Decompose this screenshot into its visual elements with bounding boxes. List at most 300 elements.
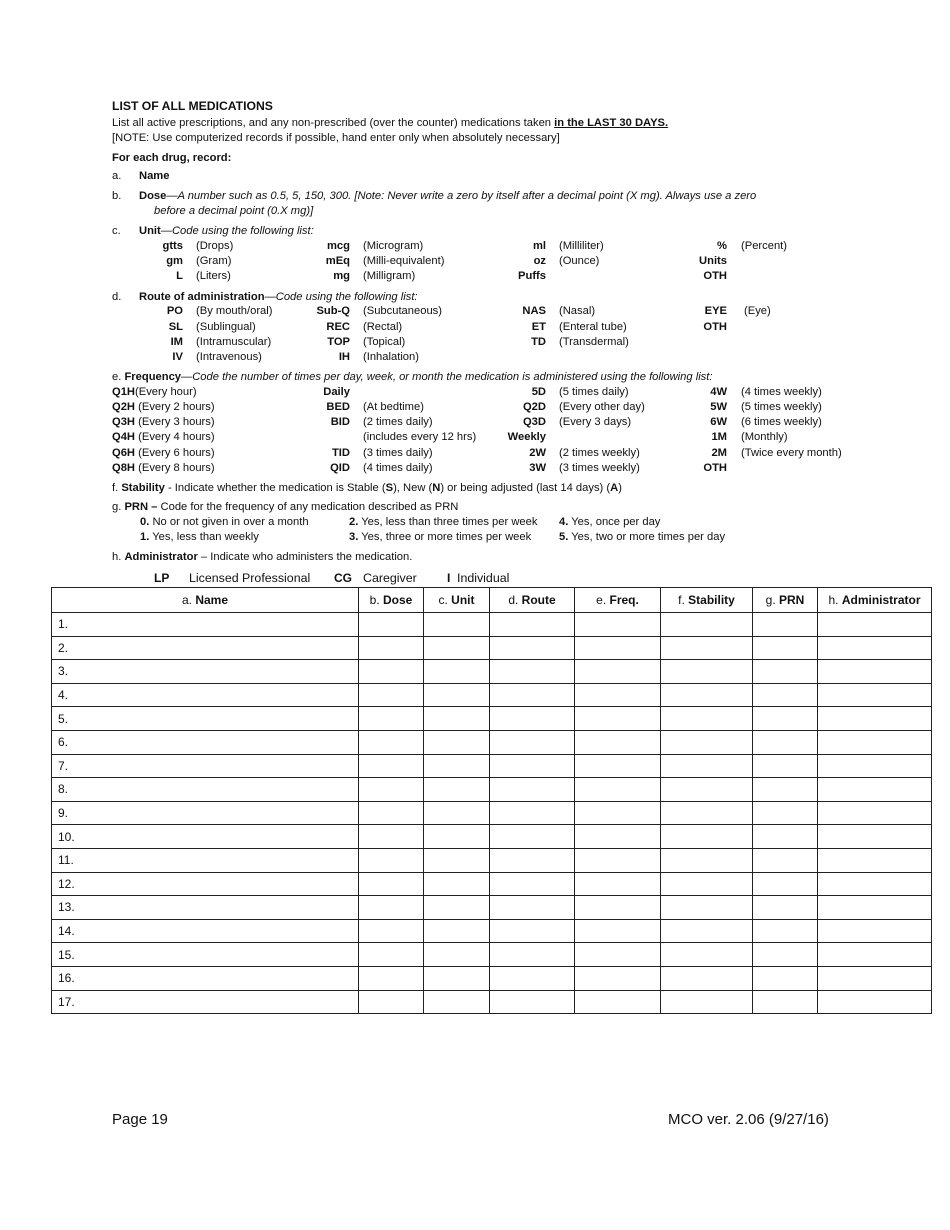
row-prn-cell[interactable] [753, 872, 818, 896]
row-freq-cell[interactable] [575, 872, 661, 896]
row-stability-cell[interactable] [661, 990, 753, 1014]
administrator-meaning: Licensed Professional [189, 571, 311, 585]
row-administrator-cell[interactable] [818, 966, 932, 990]
frequency-code: 6W [710, 416, 727, 428]
column-header-dose [359, 588, 424, 613]
row-route-cell[interactable] [490, 730, 575, 754]
page-title: LIST OF ALL MEDICATIONS [112, 99, 273, 113]
row-freq-cell[interactable] [575, 754, 661, 778]
row-administrator-cell[interactable] [818, 730, 932, 754]
row-freq-cell[interactable] [575, 919, 661, 943]
row-dose-cell[interactable] [359, 990, 424, 1014]
column-header-label: Name [195, 593, 229, 607]
frequency-entry [112, 400, 215, 414]
row-administrator-cell[interactable] [818, 801, 932, 825]
item-d-header [139, 290, 418, 304]
row-route-cell[interactable] [490, 872, 575, 896]
frequency-meaning: (Every 4 hours) [138, 431, 215, 443]
row-freq-cell[interactable] [575, 801, 661, 825]
item-d-letter: d. [112, 291, 122, 303]
row-dose-cell[interactable] [359, 613, 424, 637]
column-header-prefix: e. [596, 593, 610, 607]
prn-option-number: 0. [140, 516, 150, 528]
prn-option-text: Yes, three or more times per week [358, 531, 532, 543]
row-stability-cell[interactable] [661, 825, 753, 849]
row-freq-cell[interactable] [575, 966, 661, 990]
row-stability-cell[interactable] [661, 778, 753, 802]
item-f-text-1: - Indicate whether the medication is Stable ( [164, 482, 386, 494]
column-header-label: Administrator [841, 593, 921, 607]
frequency-meaning: (includes every 12 hrs) [363, 431, 477, 443]
route-meaning: (Inhalation) [363, 351, 419, 363]
row-stability-cell[interactable] [661, 966, 753, 990]
item-a-label: Name [139, 170, 170, 182]
page-number: Page 19 [112, 1111, 168, 1128]
frequency-code: BID [330, 416, 350, 428]
item-f-text-3: ) or being adjusted (last 14 days) ( [440, 482, 611, 494]
frequency-code: Q1H [112, 386, 136, 398]
frequency-entry [112, 430, 215, 444]
row-dose-cell[interactable] [359, 825, 424, 849]
route-meaning: (Eye) [744, 305, 771, 317]
stable-code: S [385, 482, 394, 494]
row-unit-cell[interactable] [424, 801, 490, 825]
frequency-entry [112, 385, 197, 399]
row-prn-cell[interactable] [753, 683, 818, 707]
row-route-cell[interactable] [490, 825, 575, 849]
row-name-cell[interactable]: 11. [52, 848, 359, 872]
row-stability-cell[interactable] [661, 848, 753, 872]
row-name-cell[interactable]: 6. [52, 730, 359, 754]
unit-code: L [176, 270, 183, 282]
unit-code: mEq [325, 255, 350, 267]
unit-code: gtts [162, 240, 183, 252]
frequency-code: Q3H [112, 416, 136, 428]
row-freq-cell[interactable] [575, 660, 661, 684]
row-prn-cell[interactable] [753, 660, 818, 684]
column-header-prefix: g. [765, 593, 779, 607]
table-row [52, 754, 932, 778]
item-e-label: Frequency [124, 371, 182, 383]
administrator-code: CG [334, 571, 352, 585]
row-unit-cell[interactable] [424, 730, 490, 754]
table-row [52, 848, 932, 872]
frequency-meaning: (6 times weekly) [741, 416, 822, 428]
route-code: TD [531, 336, 546, 348]
unit-meaning: (Milligram) [363, 270, 416, 282]
row-administrator-cell[interactable] [818, 896, 932, 920]
row-prn-cell[interactable] [753, 707, 818, 731]
row-freq-cell[interactable] [575, 825, 661, 849]
route-meaning: (Transdermal) [559, 336, 629, 348]
table-row [52, 896, 932, 920]
frequency-meaning: (Every hour) [135, 386, 197, 398]
unit-code: Puffs [518, 270, 546, 282]
row-route-cell[interactable] [490, 636, 575, 660]
frequency-meaning: (5 times weekly) [741, 401, 822, 413]
administrator-meaning: Caregiver [363, 571, 417, 585]
frequency-meaning: (At bedtime) [363, 401, 424, 413]
row-stability-cell[interactable] [661, 683, 753, 707]
route-code: EYE [704, 305, 727, 317]
row-freq-cell[interactable] [575, 848, 661, 872]
frequency-meaning: (Every 6 hours) [138, 447, 215, 459]
row-administrator-cell[interactable] [818, 683, 932, 707]
row-name-cell[interactable]: 17. [52, 990, 359, 1014]
row-name-cell[interactable]: 14. [52, 919, 359, 943]
table-row [52, 683, 932, 707]
row-stability-cell[interactable] [661, 636, 753, 660]
table-row [52, 919, 932, 943]
row-unit-cell[interactable] [424, 613, 490, 637]
column-header-prefix: a. [181, 593, 196, 607]
row-name-cell[interactable]: 2. [52, 636, 359, 660]
intro-note: [NOTE: Use computerized records if possible, hand enter only when absolutely necessary] [112, 132, 560, 144]
row-freq-cell[interactable] [575, 683, 661, 707]
item-f-text-2: ), New ( [393, 482, 433, 494]
row-unit-cell[interactable] [424, 825, 490, 849]
row-route-cell[interactable] [490, 683, 575, 707]
item-e-header [112, 370, 713, 384]
prn-option-text: Yes, less than weekly [149, 531, 259, 543]
route-code: IM [170, 336, 183, 348]
route-code: SL [168, 321, 183, 333]
row-freq-cell[interactable] [575, 613, 661, 637]
row-route-cell[interactable] [490, 754, 575, 778]
row-dose-cell[interactable] [359, 778, 424, 802]
item-b-letter: b. [112, 190, 122, 202]
item-b-line-1 [139, 189, 756, 203]
item-c-header [139, 224, 314, 238]
row-stability-cell[interactable] [661, 660, 753, 684]
item-b-label: Dose [139, 190, 167, 202]
row-dose-cell[interactable] [359, 660, 424, 684]
table-row [52, 778, 932, 802]
version-label: MCO ver. 2.06 (9/27/16) [668, 1111, 829, 1128]
route-meaning: (Enteral tube) [559, 321, 627, 333]
row-unit-cell[interactable] [424, 919, 490, 943]
row-stability-cell[interactable] [661, 730, 753, 754]
item-g-prefix: g. [112, 501, 125, 513]
row-administrator-cell[interactable] [818, 990, 932, 1014]
unit-code: mcg [326, 240, 350, 252]
table-row [52, 966, 932, 990]
column-header-label: Unit [451, 593, 475, 607]
table-row [52, 943, 932, 967]
row-unit-cell[interactable] [424, 683, 490, 707]
item-g-label: PRN – [124, 501, 158, 513]
row-freq-cell[interactable] [575, 896, 661, 920]
row-unit-cell[interactable] [424, 778, 490, 802]
row-prn-cell[interactable] [753, 778, 818, 802]
row-unit-cell[interactable] [424, 943, 490, 967]
unit-code: % [717, 240, 727, 252]
prn-option-text: No or not given in over a month [149, 516, 309, 528]
row-route-cell[interactable] [490, 990, 575, 1014]
row-dose-cell[interactable] [359, 872, 424, 896]
frequency-code: QID [330, 462, 350, 474]
frequency-meaning: (3 times weekly) [559, 462, 640, 474]
row-dose-cell[interactable] [359, 848, 424, 872]
column-header-prefix: d. [508, 593, 522, 607]
column-header-label: Dose [383, 593, 413, 607]
frequency-code: Q3D [522, 416, 546, 428]
row-freq-cell[interactable] [575, 636, 661, 660]
route-meaning: (Intramuscular) [196, 336, 272, 348]
unit-meaning: (Gram) [196, 255, 232, 267]
table-row [52, 707, 932, 731]
row-freq-cell[interactable] [575, 990, 661, 1014]
row-freq-cell[interactable] [575, 943, 661, 967]
row-administrator-cell[interactable] [818, 778, 932, 802]
unit-code: ml [532, 240, 546, 252]
frequency-code: 5W [710, 401, 727, 413]
prn-option-number: 3. [349, 531, 359, 543]
row-name-cell[interactable]: 13. [52, 896, 359, 920]
column-header-label: Freq. [609, 593, 639, 607]
item-c-letter: c. [112, 225, 121, 237]
row-administrator-cell[interactable] [818, 707, 932, 731]
row-route-cell[interactable] [490, 613, 575, 637]
column-header-name [52, 588, 359, 613]
prn-option-number: 2. [349, 516, 359, 528]
item-f-label: Stability [121, 482, 165, 494]
frequency-meaning: (Every 3 hours) [138, 416, 215, 428]
row-freq-cell[interactable] [575, 778, 661, 802]
column-header-prefix: c. [438, 593, 452, 607]
unit-code: mg [333, 270, 350, 282]
row-route-cell[interactable] [490, 801, 575, 825]
row-unit-cell[interactable] [424, 707, 490, 731]
unit-meaning: (Drops) [196, 240, 234, 252]
route-code: Sub-Q [316, 305, 350, 317]
row-administrator-cell[interactable] [818, 848, 932, 872]
row-route-cell[interactable] [490, 943, 575, 967]
frequency-meaning: (2 times weekly) [559, 447, 640, 459]
row-prn-cell[interactable] [753, 730, 818, 754]
row-freq-cell[interactable] [575, 707, 661, 731]
frequency-meaning: (Monthly) [741, 431, 788, 443]
item-c-desc: —Code using the following list: [160, 225, 314, 237]
row-dose-cell[interactable] [359, 754, 424, 778]
row-dose-cell[interactable] [359, 683, 424, 707]
route-meaning: (Rectal) [363, 321, 403, 333]
row-dose-cell[interactable] [359, 896, 424, 920]
prn-option-number: 1. [140, 531, 150, 543]
table-header-row [52, 588, 932, 613]
prn-option-text: Yes, once per day [568, 516, 661, 528]
row-prn-cell[interactable] [753, 966, 818, 990]
frequency-meaning: (Twice every month) [741, 447, 842, 459]
row-route-cell[interactable] [490, 966, 575, 990]
row-stability-cell[interactable] [661, 801, 753, 825]
administrator-code: I [447, 571, 451, 585]
row-stability-cell[interactable] [661, 896, 753, 920]
item-e-desc: —Code the number of times per day, week, or month the medication is administered using the following list: [181, 371, 713, 383]
medication-table [51, 587, 932, 1014]
frequency-code: Daily [323, 386, 350, 398]
item-h-desc: – Indicate who administers the medication. [197, 551, 413, 563]
frequency-entry [112, 461, 215, 475]
row-name-cell[interactable]: 8. [52, 778, 359, 802]
row-unit-cell[interactable] [424, 660, 490, 684]
row-name-cell[interactable]: 12. [52, 872, 359, 896]
row-prn-cell[interactable] [753, 943, 818, 967]
row-unit-cell[interactable] [424, 990, 490, 1014]
row-prn-cell[interactable] [753, 636, 818, 660]
item-e-prefix: e. [112, 371, 125, 383]
item-d-label: Route of administration [139, 291, 265, 303]
row-name-cell[interactable]: 16. [52, 966, 359, 990]
row-administrator-cell[interactable] [818, 919, 932, 943]
row-route-cell[interactable] [490, 778, 575, 802]
prn-option [559, 530, 725, 544]
frequency-entry [112, 446, 215, 460]
row-administrator-cell[interactable] [818, 872, 932, 896]
row-stability-cell[interactable] [661, 943, 753, 967]
route-code: NAS [522, 305, 546, 317]
row-dose-cell[interactable] [359, 801, 424, 825]
prn-option-text: Yes, less than three times per week [358, 516, 538, 528]
row-prn-cell[interactable] [753, 754, 818, 778]
new-code: N [432, 482, 441, 494]
row-prn-cell[interactable] [753, 801, 818, 825]
item-b-desc: —A number such as 0.5, 5, 150, 300. [Note: Never write a zero by itself after a decimal point (X mg). Always use a zero [166, 190, 757, 202]
frequency-code: Q2D [522, 401, 546, 413]
row-administrator-cell[interactable] [818, 943, 932, 967]
frequency-code: 5D [531, 386, 546, 398]
administrator-meaning: Individual [457, 571, 510, 585]
frequency-meaning: (5 times daily) [559, 386, 629, 398]
row-route-cell[interactable] [490, 919, 575, 943]
row-administrator-cell[interactable] [818, 825, 932, 849]
row-freq-cell[interactable] [575, 730, 661, 754]
row-name-cell[interactable]: 9. [52, 801, 359, 825]
row-stability-cell[interactable] [661, 872, 753, 896]
row-dose-cell[interactable] [359, 730, 424, 754]
table-row [52, 730, 932, 754]
row-prn-cell[interactable] [753, 896, 818, 920]
frequency-entry [112, 415, 215, 429]
row-prn-cell[interactable] [753, 825, 818, 849]
row-name-cell[interactable]: 5. [52, 707, 359, 731]
frequency-code: 3W [529, 462, 546, 474]
item-h-header [112, 550, 412, 564]
frequency-code: Q8H [112, 462, 136, 474]
route-code: TOP [327, 336, 350, 348]
item-h-label: Administrator [124, 551, 198, 563]
table-row [52, 825, 932, 849]
row-name-cell[interactable]: 1. [52, 613, 359, 637]
row-name-cell[interactable]: 7. [52, 754, 359, 778]
row-stability-cell[interactable] [661, 613, 753, 637]
row-dose-cell[interactable] [359, 966, 424, 990]
row-administrator-cell[interactable] [818, 613, 932, 637]
row-route-cell[interactable] [490, 848, 575, 872]
frequency-code: Q6H [112, 447, 136, 459]
row-name-cell[interactable]: 3. [52, 660, 359, 684]
route-meaning: (By mouth/oral) [196, 305, 273, 317]
unit-code: oz [533, 255, 546, 267]
frequency-code: TID [331, 447, 350, 459]
frequency-meaning: (Every 3 days) [559, 416, 632, 428]
row-route-cell[interactable] [490, 707, 575, 731]
prn-option [349, 515, 537, 529]
row-prn-cell[interactable] [753, 919, 818, 943]
row-unit-cell[interactable] [424, 896, 490, 920]
item-a-letter: a. [112, 170, 122, 182]
frequency-code: OTH [703, 462, 727, 474]
item-c-label: Unit [139, 225, 161, 237]
row-administrator-cell[interactable] [818, 636, 932, 660]
table-row [52, 801, 932, 825]
row-unit-cell[interactable] [424, 872, 490, 896]
row-dose-cell[interactable] [359, 636, 424, 660]
row-dose-cell[interactable] [359, 943, 424, 967]
unit-code: gm [166, 255, 183, 267]
row-route-cell[interactable] [490, 896, 575, 920]
route-code: IH [338, 351, 350, 363]
unit-meaning: (Microgram) [363, 240, 424, 252]
administrator-code: LP [154, 571, 170, 585]
frequency-code: 4W [710, 386, 727, 398]
row-prn-cell[interactable] [753, 613, 818, 637]
route-code: OTH [703, 321, 727, 333]
frequency-code: BED [326, 401, 350, 413]
row-unit-cell[interactable] [424, 848, 490, 872]
table-row [52, 636, 932, 660]
row-name-cell[interactable]: 4. [52, 683, 359, 707]
route-meaning: (Subcutaneous) [363, 305, 442, 317]
row-route-cell[interactable] [490, 660, 575, 684]
row-administrator-cell[interactable] [818, 754, 932, 778]
route-meaning: (Sublingual) [196, 321, 256, 333]
prn-option-text: Yes, two or more times per day [568, 531, 726, 543]
frequency-meaning: (4 times daily) [363, 462, 433, 474]
row-unit-cell[interactable] [424, 754, 490, 778]
frequency-meaning: (Every 8 hours) [138, 462, 215, 474]
row-unit-cell[interactable] [424, 966, 490, 990]
row-prn-cell[interactable] [753, 848, 818, 872]
row-name-cell[interactable]: 15. [52, 943, 359, 967]
adjusted-code: A [610, 482, 619, 494]
row-administrator-cell[interactable] [818, 660, 932, 684]
row-stability-cell[interactable] [661, 919, 753, 943]
column-header-label: Stability [688, 593, 735, 607]
column-header-freq [575, 588, 661, 613]
unit-code: Units [699, 255, 727, 267]
row-dose-cell[interactable] [359, 919, 424, 943]
item-f-line [112, 481, 622, 495]
table-row [52, 872, 932, 896]
row-name-cell[interactable]: 10. [52, 825, 359, 849]
prn-option [349, 530, 531, 544]
row-unit-cell[interactable] [424, 636, 490, 660]
row-dose-cell[interactable] [359, 707, 424, 731]
column-header-label: PRN [779, 593, 805, 607]
column-header-stability [661, 588, 753, 613]
row-prn-cell[interactable] [753, 990, 818, 1014]
row-stability-cell[interactable] [661, 754, 753, 778]
frequency-code: Q4H [112, 431, 136, 443]
frequency-code: Weekly [507, 431, 546, 443]
frequency-meaning: (Every other day) [559, 401, 645, 413]
route-code: REC [326, 321, 350, 333]
row-stability-cell[interactable] [661, 707, 753, 731]
route-code: ET [531, 321, 546, 333]
record-label: For each drug, record: [112, 152, 232, 164]
item-d-desc: —Code using the following list: [264, 291, 418, 303]
